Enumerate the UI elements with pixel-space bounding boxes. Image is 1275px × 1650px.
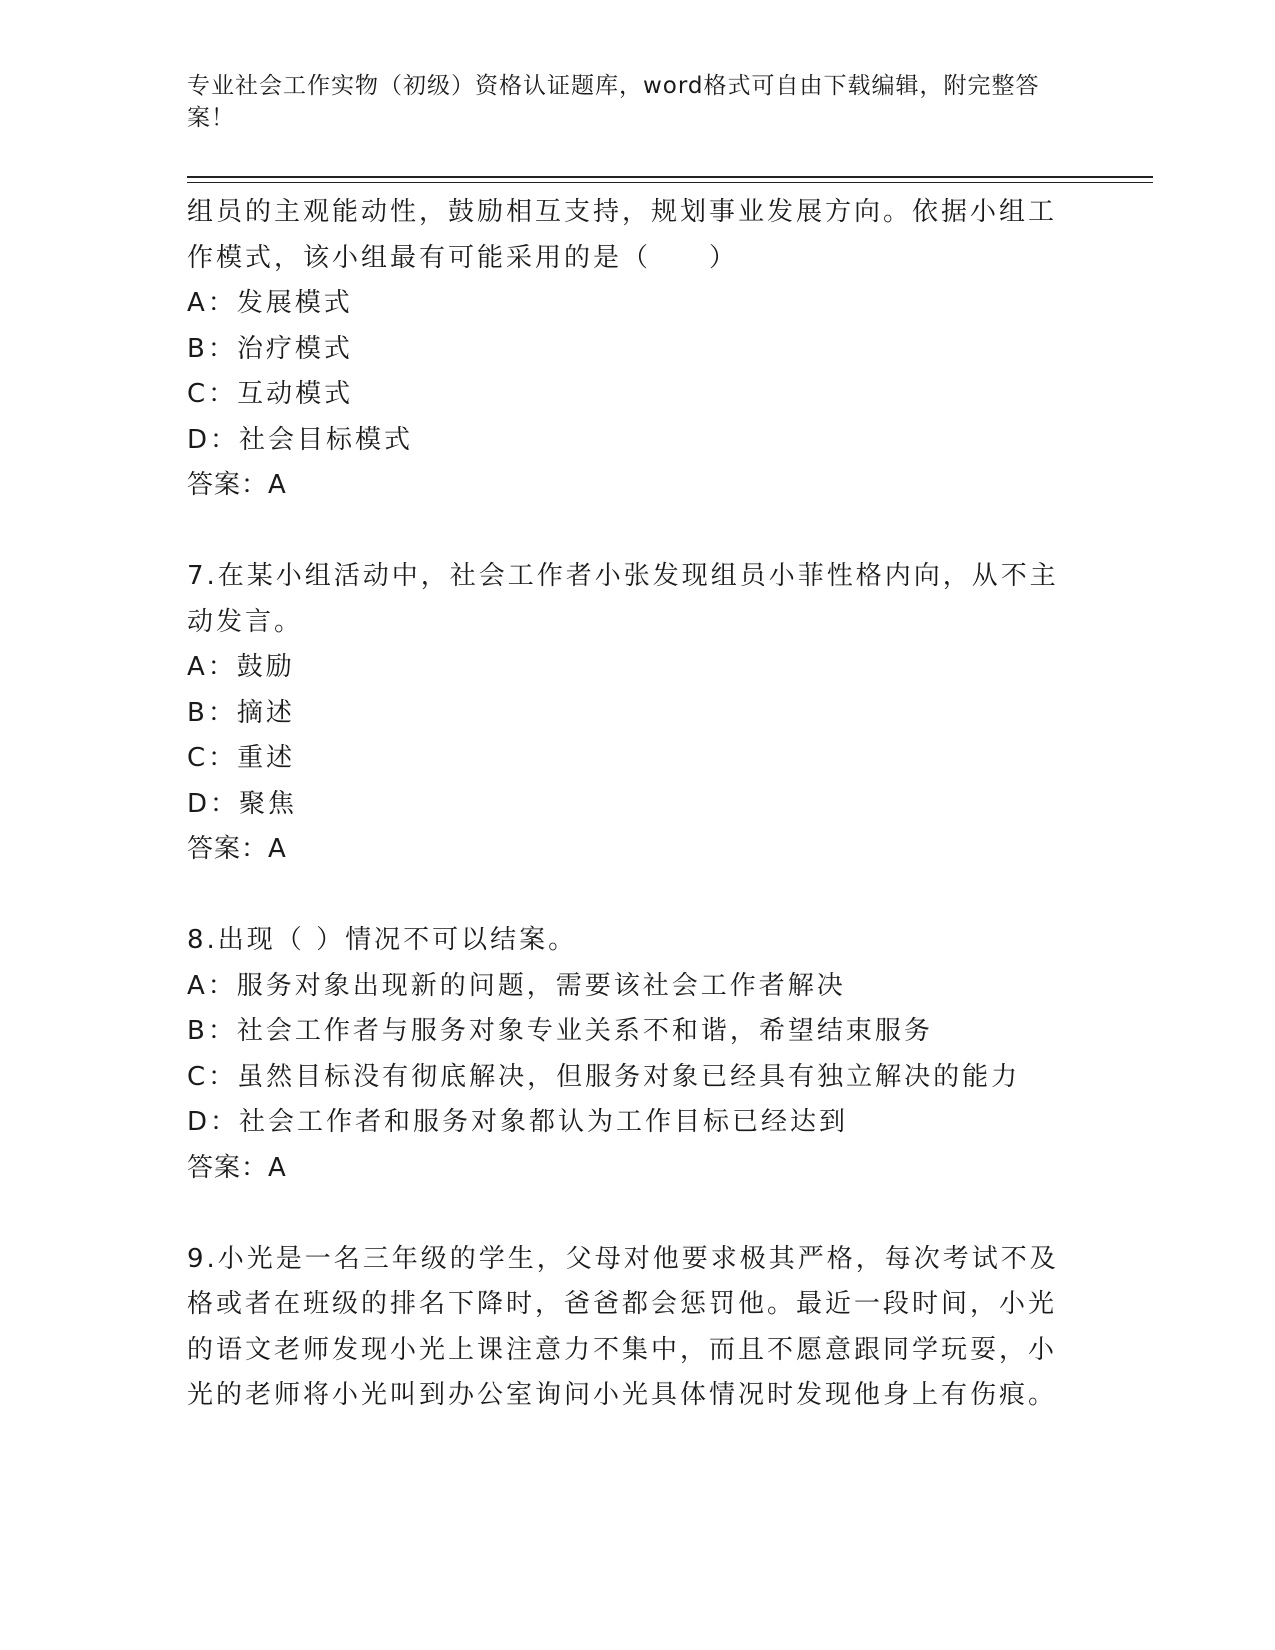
answer: 答案：A — [187, 470, 287, 500]
question-6 — [187, 190, 1067, 509]
question-9 — [187, 1237, 1067, 1419]
option-a: A：发展模式 — [187, 288, 353, 318]
question-stem-line: 作模式，该小组最有可能采用的是（ ） — [187, 242, 739, 273]
option-b: B：摘述 — [187, 697, 295, 728]
question-8 — [187, 918, 1067, 1191]
answer: 答案：A — [187, 1152, 287, 1183]
question-stem-line: 的语文老师发现小光上课注意力不集中，而且不愿意跟同学玩耍，小 — [187, 1334, 1058, 1365]
document-header — [187, 70, 1067, 134]
question-content — [187, 190, 1067, 1419]
option-b: B：社会工作者与服务对象专业关系不和谐，希望结束服务 — [187, 1016, 933, 1046]
option-d: D：聚焦 — [187, 788, 298, 819]
option-d: D：社会目标模式 — [187, 424, 414, 455]
option-c: C：虽然目标没有彻底解决，但服务对象已经具有独立解决的能力 — [187, 1061, 1021, 1092]
option-a: A：鼓励 — [187, 652, 295, 682]
question-stem-line: 9.小光是一名三年级的学生，父母对他要求极其严格，每次考试不及 — [187, 1243, 1059, 1274]
option-d: D：社会工作者和服务对象都认为工作目标已经达到 — [187, 1107, 849, 1137]
question-7 — [187, 554, 1067, 873]
option-a: A：服务对象出现新的问题，需要该社会工作者解决 — [187, 970, 846, 1001]
header-line-1: 专业社会工作实物（初级）资格认证题库，word格式可自由下载编辑，附完整答 — [187, 73, 1040, 99]
answer: 答案：A — [187, 834, 287, 864]
header-rule-thin — [187, 182, 1153, 183]
question-stem-line: 光的老师将小光叫到办公室询问小光具体情况时发现他身上有伤痕。 — [187, 1380, 1058, 1410]
header-line-2: 案！ — [187, 105, 235, 131]
question-stem-line: 8.出现（ ）情况不可以结案。 — [187, 925, 578, 955]
question-stem-line: 动发言。 — [187, 606, 304, 637]
option-c: C：重述 — [187, 743, 296, 773]
question-stem-line: 7.在某小组活动中，社会工作者小张发现组员小菲性格内向，从不主 — [187, 561, 1059, 591]
header-rule-thick — [187, 176, 1153, 178]
option-c: C：互动模式 — [187, 379, 354, 409]
question-stem-line: 格或者在班级的排名下降时，爸爸都会惩罚他。最近一段时间，小光 — [187, 1289, 1058, 1319]
option-b: B：治疗模式 — [187, 333, 353, 364]
question-stem-line: 组员的主观能动性，鼓励相互支持，规划事业发展方向。依据小组工 — [187, 197, 1058, 227]
